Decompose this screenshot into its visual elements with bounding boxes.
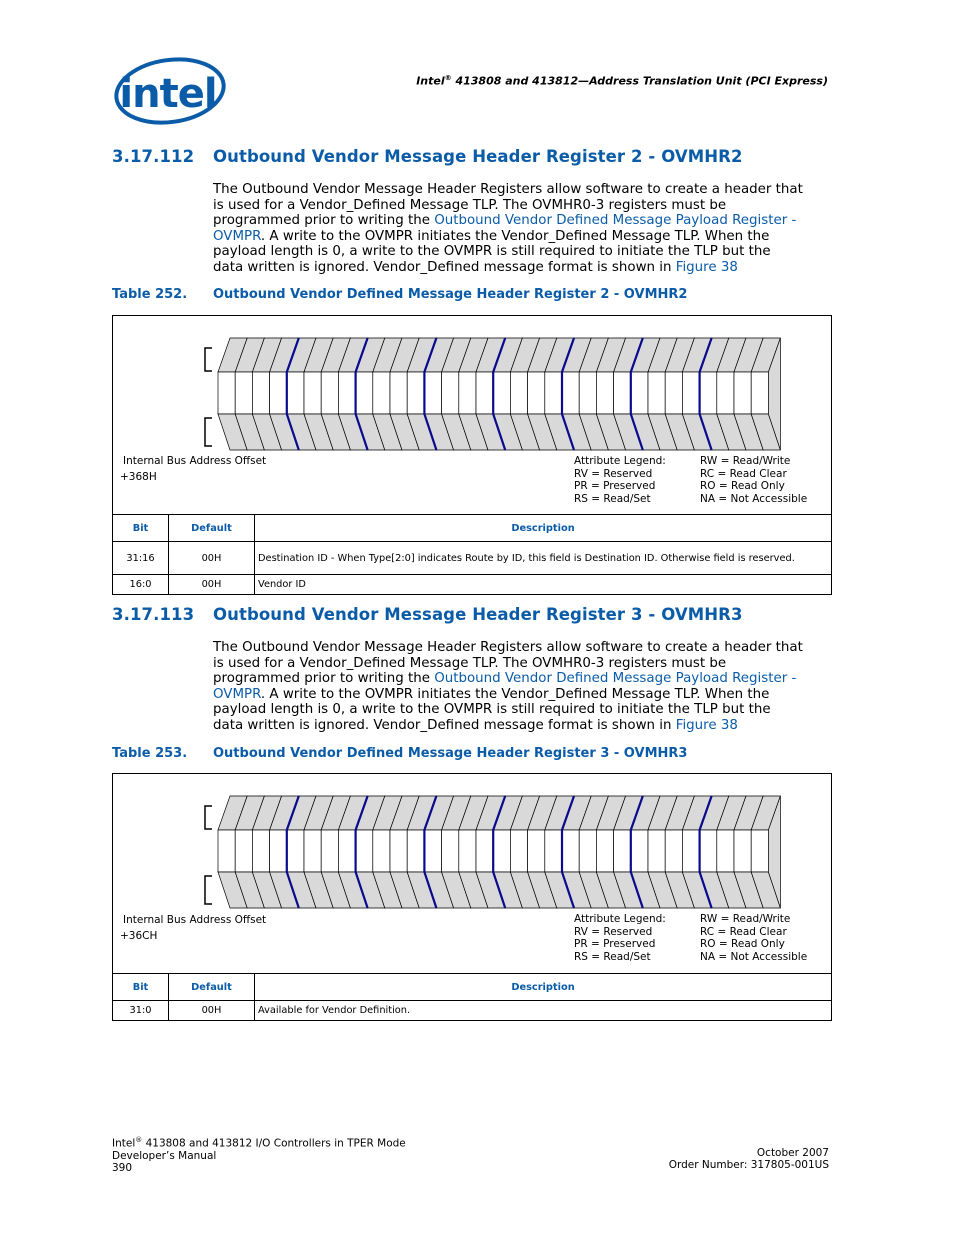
bit-cell — [270, 372, 287, 414]
bit-cell — [407, 830, 424, 872]
bit-cell — [476, 372, 493, 414]
bit-cell — [476, 830, 493, 872]
section-paragraph-ovmhr3: The Outbound Vendor Message Header Registers allow software to create a header that is used for a Vendor_Defined Message TLP. The OVMHR0-3 registers must be programmed prior to writing the Outbound Vendor Defined Message Payload Register - OVMPR. A write to the OVMPR initiates the Vendor_Defined Message TLP. When the payload length is 0, a write to the OVMPR is still required to initiate the TLP but the data written is ignored. Vendor_Defined message format is shown in Figure 38 — [213, 640, 803, 733]
bit-cell — [614, 372, 631, 414]
bit-cell — [528, 372, 545, 414]
ovmpr-link[interactable]: Outbound Vendor Defined Message Payload Register - — [434, 213, 797, 228]
section-heading-ovmhr3: 3.17.113 Outbound Vendor Message Header Register 3 - OVMHR3 — [112, 605, 743, 624]
figure-38-link[interactable]: Figure 38 — [675, 259, 738, 275]
bit-cell — [648, 830, 665, 872]
column-header-default: Default — [169, 515, 255, 542]
bit-cell — [373, 372, 390, 414]
table-row — [113, 542, 832, 575]
table-caption-252: Table 252. Outbound Vendor Defined Message Header Register 2 - OVMHR2 — [112, 287, 688, 302]
register-diagram-ovmhr2 — [112, 315, 832, 515]
table-row — [113, 575, 832, 595]
default-cell: 00H — [169, 575, 255, 595]
bit-cell — [459, 372, 476, 414]
bit-cell — [407, 372, 424, 414]
bit-cell — [665, 830, 682, 872]
attribute-legend-right: RW = Read/Write RC = Read Clear RO = Read Only NA = Not Accessible — [700, 913, 808, 964]
bit-cell — [442, 372, 459, 414]
bit-cell — [356, 830, 373, 872]
bit-cell — [596, 830, 613, 872]
bit-cell — [218, 830, 235, 872]
bit-description-table-ovmhr3 — [112, 973, 832, 1021]
bit-cell — [665, 372, 682, 414]
table-header-row — [113, 974, 832, 1001]
ovmpr-link[interactable]: OVMPR — [213, 228, 261, 244]
default-cell: 00H — [169, 542, 255, 575]
bit-cell — [459, 830, 476, 872]
bit-cell — [252, 372, 269, 414]
register-diagram-ovmhr3 — [112, 773, 832, 974]
attribute-legend-right: RW = Read/Write RC = Read Clear RO = Read Only NA = Not Accessible — [700, 455, 808, 506]
bit-cell — [579, 372, 596, 414]
bit-cell — [218, 372, 235, 414]
bit-cell — [596, 372, 613, 414]
bracket-top — [205, 348, 212, 371]
bit-cell — [751, 372, 768, 414]
bit-cell — [682, 372, 699, 414]
bit-description-table-ovmhr2 — [112, 514, 832, 595]
bit-cell — [700, 830, 717, 872]
bit-cell — [751, 830, 768, 872]
figure-38-link[interactable]: Figure 38 — [675, 717, 738, 733]
bracket-top — [205, 806, 212, 829]
bit-cell — [270, 830, 287, 872]
bit-cell — [734, 830, 751, 872]
bit-cell — [562, 830, 579, 872]
bit-cell: 16:0 — [113, 575, 169, 595]
column-header-default: Default — [169, 974, 255, 1001]
default-cell: 00H — [169, 1001, 255, 1021]
offset-label: Internal Bus Address Offset — [123, 455, 267, 467]
attribute-legend-left: Attribute Legend: RV = Reserved PR = Preserved RS = Read/Set — [574, 913, 666, 964]
footer-right: October 2007 Order Number: 317805-001US — [668, 1147, 829, 1171]
bit-cell — [493, 830, 510, 872]
bit-cell — [252, 830, 269, 872]
bit-cell — [579, 830, 596, 872]
page-number: 390 — [112, 1161, 133, 1174]
bit-cell — [562, 372, 579, 414]
table-header-row — [113, 515, 832, 542]
bit-cell — [734, 372, 751, 414]
bit-cell — [510, 372, 527, 414]
bit-cell: 31:16 — [113, 542, 169, 575]
description-cell: Vendor ID — [255, 575, 832, 595]
bit-cell — [442, 830, 459, 872]
bit-cell — [700, 372, 717, 414]
bit-cell — [493, 372, 510, 414]
bit-cell: 31:0 — [113, 1001, 169, 1021]
offset-value: +368H — [120, 471, 157, 483]
bit-cell — [614, 830, 631, 872]
bit-cell — [424, 372, 441, 414]
bit-cell — [424, 830, 441, 872]
offset-value: +36CH — [120, 930, 158, 942]
bit-cell — [545, 830, 562, 872]
attribute-legend-left: Attribute Legend: RV = Reserved PR = Preserved RS = Read/Set — [574, 455, 666, 506]
column-header-bit: Bit — [113, 974, 169, 1001]
column-header-description: Description — [255, 515, 832, 542]
bit-cell — [235, 372, 252, 414]
description-cell: Available for Vendor Definition. — [255, 1001, 832, 1021]
section-heading-ovmhr2: 3.17.112 Outbound Vendor Message Header Register 2 - OVMHR2 — [112, 147, 743, 166]
bit-cell — [682, 830, 699, 872]
bit-cell — [717, 830, 734, 872]
bit-cell — [373, 830, 390, 872]
bit-cell — [631, 372, 648, 414]
bit-cell — [235, 830, 252, 872]
bit-cell — [631, 830, 648, 872]
description-cell: Destination ID - When Type[2:0] indicates Route by ID, this field is Destination ID. Otherwise field is reserved. — [255, 542, 832, 575]
table-caption-253: Table 253. Outbound Vendor Defined Message Header Register 3 - OVMHR3 — [112, 746, 688, 761]
bit-cell — [321, 372, 338, 414]
document-header: Intel® 413808 and 413812—Address Translation Unit (PCI Express) — [416, 74, 828, 88]
bit-cell — [338, 372, 355, 414]
bit-cell — [304, 372, 321, 414]
bit-cell — [545, 372, 562, 414]
bit-cell — [648, 372, 665, 414]
bit-cell — [321, 830, 338, 872]
bit-cell — [717, 372, 734, 414]
bit-cell — [390, 830, 407, 872]
bit-cell — [510, 830, 527, 872]
column-header-bit: Bit — [113, 515, 169, 542]
ovmpr-link[interactable]: Outbound Vendor Defined Message Payload Register - — [434, 671, 797, 686]
offset-label: Internal Bus Address Offset — [123, 914, 267, 926]
bracket-bottom — [205, 876, 212, 904]
bit-cell — [390, 372, 407, 414]
bit-cell — [287, 830, 304, 872]
column-header-description: Description — [255, 974, 832, 1001]
bit-cell — [528, 830, 545, 872]
footer-left: Intel® 413808 and 413812 I/O Controllers in TPER Mode Developer’s Manual 390 — [112, 1136, 406, 1174]
bit-cell — [287, 372, 304, 414]
bracket-bottom — [205, 418, 212, 446]
bit-cell — [304, 830, 321, 872]
svg-text:intel: intel — [119, 71, 217, 117]
intel-logo — [110, 50, 228, 132]
bit-cell — [356, 372, 373, 414]
ovmpr-link[interactable]: OVMPR — [213, 686, 261, 702]
table-row — [113, 1001, 832, 1021]
section-paragraph-ovmhr2: The Outbound Vendor Message Header Registers allow software to create a header that is used for a Vendor_Defined Message TLP. The OVMHR0-3 registers must be programmed prior to writing the Outbound Vendor Defined Message Payload Register - OVMPR. A write to the OVMPR initiates the Vendor_Defined Message TLP. When the payload length is 0, a write to the OVMPR is still required to initiate the TLP but the data written is ignored. Vendor_Defined message format is shown in Figure 38 — [213, 182, 803, 275]
bit-cell — [338, 830, 355, 872]
